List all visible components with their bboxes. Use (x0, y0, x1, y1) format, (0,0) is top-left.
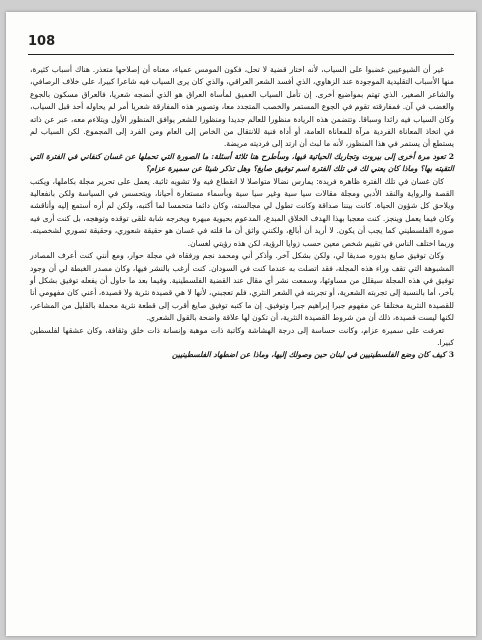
interview-question (30, 349, 454, 361)
answer-paragraph: وكان توفيق صايغ بدوره صديقا لي، ولكن بشكل آخر. وأذكر أني ومحمد نجم ورفقاه في مجلة حوار، ومع أنني كنت أعرف المصادر المشبوهة التي تقف وراء هذه المجلة، فقد اتصلت به عندما كنت في السودان. كنت أرغب بالنشر فيها، وكان مصدر الغبطة لي أن وجود توفيق في هذه المجلة سيقلل من مساوئها، وسمعت نشر أي مقال عند القضية الفلسطينية. وفيما بعد ما حاول أن يفعله توفيق بشكل أو بآخر، أما بالنسبة إلى تجربته الشعرية، أو تجربته في الشعر النثري، فلم تعجبني، لأنها لا هي قصيدة نثرية ولا قصيدة، أعني كان مفهومي أنا للقصيدة النثرية مختلفا عن مفهوم جبرا إبراهيم جبرا وتوفيق. إن ما كتبه توفيق صايغ أقرب إلى قطعة نثرية محملة بالقليل من المشاعر، لكنها ليست قصيدة، ذلك أن من شروط القصيدة النثرية، أن تكون لها علاقة واضحة بالقول الشعري. (30, 251, 454, 323)
page-number: 108 (28, 34, 56, 49)
answer-paragraph: كان غسان في تلك الفترة ظاهرة فريدة: يمارس نضالا متواصلا لا انقطاع فيه ولا تشويه ثائبة. يعمل على تحرير مجلة بكاملها، ويكتب القصة والرواية والنقد الأدبي ومجلة مقالات سيا سية وغير سيا سية وبأسماء مستعارة أحيانا، ويتحسس في السياسة ولكن بانفعالية ويلاحق كل شؤون الحياة. كانت بيننا صداقة وكانت تطول لي مجالسته، وكان دائما متحمسا لما أكتبه، ولكن لم أره أستمع إليه وأناقشه وكان فيما يعمل وينجز. كنت معجبا بهذا الهدف الخلاق المبدع، المدعوم بحيوية مبهرة ويخرجه شابة تلقى توقده وتوهجه، بل كنت أرى فيه صورة الفلسطيني كما يجب أن يكون. لا أريد أن أبالغ، ولكنني واثق أن ما قلته في غسان هو حقيقة شعوري، وحقيقة تصوري لشخصيته. وربما اختلف الناس في تقييم شخص معين حسب زوايا الرؤية، لكن هذه رؤيتي لغسان. (30, 176, 454, 248)
question-number: 3 (448, 350, 454, 360)
header-rule (28, 54, 454, 55)
question-text: تعود مرة أخرى إلى بيروت وتجاربك الحياتية فيها، وسأطرح هنا ثلاثة أسئلة: ما الصورة التي تحملها عن غسان كنفاني في الفترة التي التقيته بها؟ وماذا كان يعني لك في تلك الفترة اسم توفيق صايغ؟ وهل تذكر شيئا عن سميرة عزام؟ (30, 151, 454, 174)
answer-paragraph: تعرفت على سميرة عزام، وكانت حساسة إلى درجة الهشاشة وكاتبة ذات موهبة وإنسانة ذات خلق وثقافة، وكان عشقها لفلسطين كبيرا. (30, 325, 454, 347)
question-number: 2 (448, 151, 454, 161)
book-page (6, 12, 476, 636)
body-paragraph: غير أن الشيوعيين غضبوا على السياب، لأنه اختار قضية لا تحل، فكون المومس عمياء، معناه أن إصلاحها متعذر. هناك أسباب كثيرة، منها الأسباب التقليدية الموجودة عند الزهاوي، الذي أفسد الشعر العراقي، والذي كان يرى السياب فيه شاعرا كبيرا، على خلاف الرصافي، والشاعر الصغير، الذي تهتم بمواضيع أخرى. إن تأمل السياب العميق لمأساة العراق هو الذي أنضجه شعريا، فالعراق مسكون بالجوع والغضب في آن. فمفارقته تقوم في الجوع المستمر والخصب المتجدد معا، وتصوير هذه المفارقة شعريا أمر لم يحاوله أحد قبل السياب، وكان السياب فيه رائدا وسباقا. وتتضمن هذه الريادة منظورا للعالم جديدا ومنظورا للشعر يوافق المنظور الأول ويتلاءم معه، عبر عن ذاته في اتخاذ المعاناة الفردية مرآة للمعاناة العامة، أو أداة فنية للانتقال من الخاص إلى العام ومن الفرد إلى المجموع. لكن السياب لم يستطع أن يستمر في هذا المنظور، لأنه ما لبث أن ارتد إلى فرديته مريضة. (30, 65, 454, 149)
question-text: كيف كان وضع الفلسطينيين في لبنان حين وصولك إليها، وماذا عن اضطهاد الفلسطينيين (172, 350, 446, 360)
page-body (30, 64, 454, 362)
interview-question (30, 151, 454, 176)
